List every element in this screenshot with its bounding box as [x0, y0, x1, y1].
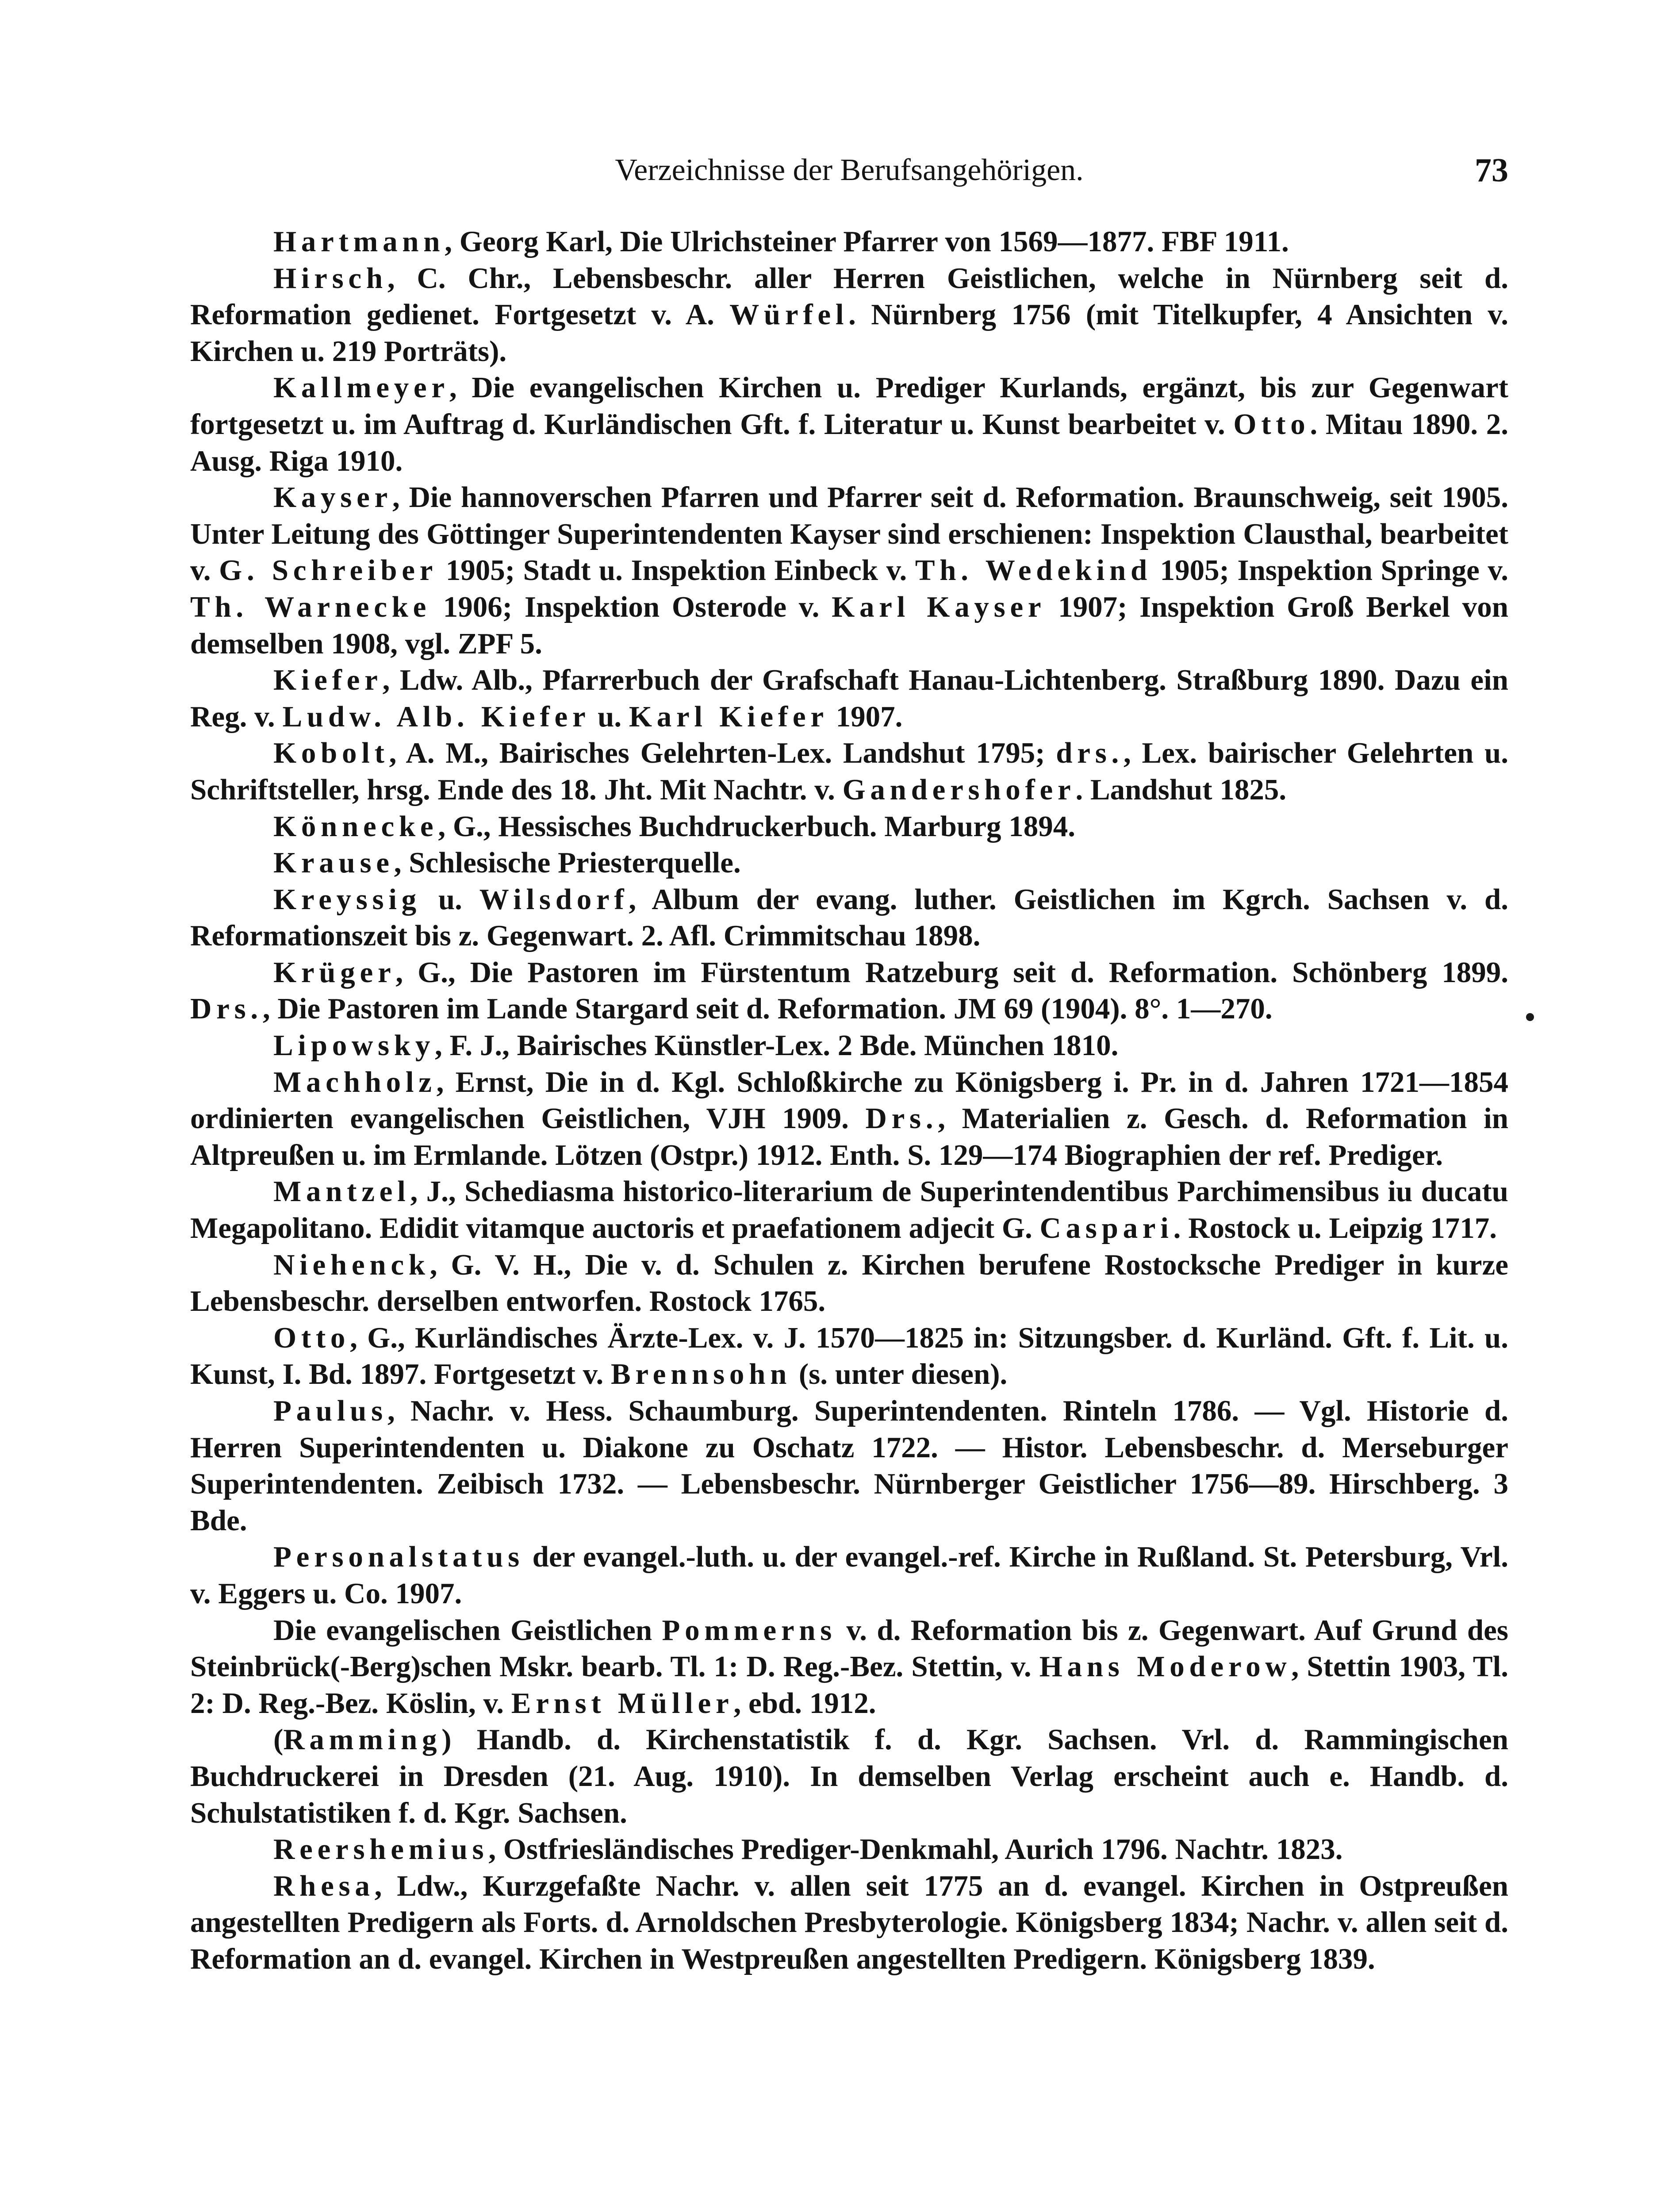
spaced-name: Kallmeyer	[273, 371, 449, 404]
entry-text: . Landshut 1825.	[1075, 773, 1287, 806]
spaced-name: Otto	[1233, 407, 1310, 441]
entry-text: , Album der evang. luther. Geistlichen im Kgrch. Sachsen v. d. Reformationszeit bis z. Gegenwart. 2. Afl. Crimmitschau 1898.	[190, 883, 1509, 952]
spaced-name: drs.	[1056, 737, 1124, 770]
spaced-name: Würfel	[729, 298, 849, 331]
entry-text: , Die evangelischen Kirchen u. Prediger Kurlands, ergänzt, bis zur Gegenwart fortgesetzt u. im Auftrag d. Kurländischen Gft. f. Literatur u. Kunst bearbeitet v.	[190, 371, 1508, 441]
spaced-name: Hartmann	[273, 225, 445, 258]
entry-text: . Mitau 1890. 2. Ausg. Riga 1910.	[190, 407, 1508, 477]
bibliography-entry	[190, 1173, 1508, 1246]
bibliography-entry	[190, 1612, 1508, 1722]
entry-text: , Ostfriesländisches Prediger-Denkmahl, Aurich 1796. Nachtr. 1823.	[488, 1833, 1343, 1866]
bibliography-entry	[190, 1320, 1508, 1393]
spaced-name: Personalstatus	[273, 1540, 524, 1574]
bibliography-list	[190, 223, 1508, 1978]
spaced-name: Kiefer	[273, 664, 383, 697]
entry-text: , Georg Karl, Die Ulrichsteiner Pfarrer von 1569—1877. FBF 1911.	[445, 225, 1289, 258]
bibliography-entry	[190, 223, 1508, 260]
spaced-name: Kreyssig	[273, 883, 421, 916]
entry-text: , Die hannoverschen Pfarren und Pfarrer seit d. Reformation. Braunschweig, seit 1905. Unter Leitung des Göttinger Superintendenten Kayser sind erschienen: Inspektion Clausthal, bearbeitet v.	[190, 481, 1508, 587]
entry-text: , Ldw., Kurzgefaßte Nachr. v. allen seit 1775 an d. evangel. Kirchen in Ostpreußen angestellten Predigern als Forts. d. Arnoldschen Presbyterologie. Königsberg 1834; Nachr. v. allen seit d. Reformation an d. evangel. Kirchen in Westpreußen angestellten Predigern. Königsberg 1839.	[190, 1869, 1508, 1975]
spaced-name: Könnecke	[273, 810, 438, 843]
spaced-name: Krause	[273, 846, 394, 879]
spaced-name: Ludw. Alb. Kiefer	[282, 700, 591, 733]
spaced-name: Reershemius	[273, 1833, 489, 1866]
bibliography-entry	[190, 1027, 1508, 1064]
entry-text: , Schlesische Priesterquelle.	[394, 846, 741, 879]
spaced-name: Niehenck	[273, 1248, 430, 1281]
entry-text: . Rostock u. Leipzig 1717.	[1173, 1212, 1497, 1245]
spaced-name: Ernst Müller	[511, 1686, 734, 1720]
spaced-name: Mantzel	[273, 1175, 410, 1208]
entry-text: (s. unter diesen).	[791, 1358, 1008, 1391]
ink-speck	[1526, 1013, 1534, 1021]
bibliography-entry	[190, 1247, 1508, 1320]
spaced-name: Th. Wedekind	[915, 554, 1152, 587]
entry-text: , Nachr. v. Hess. Schaumburg. Superintendenten. Rinteln 1786. — Vgl. Historie d. Herren Superintendenten u. Diakone zu Oschatz 1722. — Histor. Lebensbeschr. d. Merseburger Superintendenten. Zeibisch 1732. — Lebensbeschr. Nürnberger Geistlicher 1756—89. Hirschberg. 3 Bde.	[190, 1394, 1508, 1537]
entry-text: (	[273, 1723, 284, 1756]
spaced-name: Kayser	[273, 481, 392, 514]
entry-text: , Lex. bairischer Gelehrten u. Schriftsteller, hrsg. Ende des 18. Jht. Mit Nachtr. v.	[190, 737, 1508, 806]
bibliography-entry	[190, 1831, 1508, 1868]
spaced-name: Ramming	[283, 1723, 442, 1756]
spaced-name: Pommerns	[662, 1613, 837, 1647]
entry-text: , Ernst, Die in d. Kgl. Schloßkirche zu Königsberg i. Pr. in d. Jahren 1721—1854 ordinierten evangelischen Geistlichen, VJH 1909.	[190, 1065, 1508, 1135]
spaced-name: Drs.	[865, 1102, 938, 1135]
entry-text: , Ldw. Alb., Pfarrerbuch der Grafschaft Hanau-Lichtenberg. Straßburg 1890. Dazu ein Reg. v.	[190, 664, 1508, 733]
entry-text: v. d. Reformation bis z. Gegenwart. Auf Grund des Steinbrück(-Berg)schen Mskr. bearb. Tl. 1: D. Reg.-Bez. Stettin, v.	[190, 1613, 1508, 1683]
entry-text: 1906; Inspektion Osterode v.	[431, 590, 832, 623]
bibliography-entry	[190, 662, 1508, 735]
bibliography-entry	[190, 1064, 1508, 1174]
spaced-name: Karl Kayser	[832, 590, 1046, 623]
bibliography-entry	[190, 1868, 1508, 1978]
page-number: 73	[1475, 152, 1508, 189]
entry-text: 1907; Inspektion Groß Berkel von demselben 1908, vgl. ZPF 5.	[190, 590, 1508, 660]
spaced-name: Kobolt	[273, 737, 389, 770]
entry-text: u.	[421, 883, 479, 916]
spaced-name: Machholz	[273, 1065, 437, 1098]
entry-text: Die evangelischen Geistlichen	[273, 1613, 662, 1647]
entry-text: der evangel.-luth. u. der evangel.-ref. Kirche in Rußland. St. Petersburg, Vrl. v. Eggers u. Co. 1907.	[190, 1540, 1508, 1610]
spaced-name: Paulus	[273, 1394, 387, 1427]
bibliography-entry	[190, 1721, 1508, 1831]
entry-text: , A. M., Bairisches Gelehrten-Lex. Landshut 1795;	[389, 737, 1056, 770]
spaced-name: Gandershofer	[842, 773, 1076, 806]
entry-text: ) Handb. d. Kirchenstatistik f. d. Kgr. Sachsen. Vrl. d. Rammingischen Buchdruckerei in Dresden (21. Aug. 1910). In demselben Verlag erscheint auch e. Handb. d. Schulstatistiken f. d. Kgr. Sachsen.	[190, 1723, 1508, 1829]
bibliography-entry	[190, 1393, 1508, 1539]
entry-text: , Die Pastoren im Lande Stargard seit d. Reformation. JM 69 (1904). 8°. 1—270.	[262, 992, 1273, 1025]
bibliography-entry	[190, 369, 1508, 479]
bibliography-entry	[190, 260, 1508, 370]
spaced-name: Lipowsky	[273, 1029, 435, 1062]
spaced-name: G. Schreiber	[219, 554, 438, 587]
spaced-name: Hirsch	[273, 261, 387, 295]
spaced-name: Rhesa	[273, 1869, 375, 1902]
entry-text: , ebd. 1912.	[733, 1686, 876, 1720]
bibliography-entry	[190, 954, 1508, 1027]
entry-text: , F. J., Bairisches Künstler-Lex. 2 Bde. München 1810.	[435, 1029, 1119, 1062]
bibliography-entry	[190, 479, 1508, 662]
entry-text: 1905; Inspektion Springe v.	[1152, 554, 1509, 587]
entry-text: 1907.	[828, 700, 903, 733]
bibliography-entry	[190, 1539, 1508, 1612]
entry-text: 1905; Stadt u. Inspektion Einbeck v.	[437, 554, 915, 587]
spaced-name: Karl Kiefer	[629, 700, 828, 733]
spaced-name: Otto	[273, 1321, 350, 1354]
running-head	[190, 146, 1508, 195]
spaced-name: Caspari	[1039, 1212, 1173, 1245]
entry-text: , G., Hessisches Buchdruckerbuch. Marburg 1894.	[438, 810, 1075, 843]
spaced-name: Brennsohn	[611, 1358, 792, 1391]
bibliography-entry	[190, 881, 1508, 954]
spaced-name: Wilsdorf	[479, 883, 629, 916]
bibliography-entry	[190, 735, 1508, 808]
bibliography-entry	[190, 808, 1508, 845]
running-title: Verzeichnisse der Berufsangehörigen.	[615, 153, 1084, 187]
spaced-name: Drs.	[190, 992, 263, 1025]
entry-text: , Materialien z. Gesch. d. Reformation in Altpreußen u. im Ermlande. Lötzen (Ostpr.) 1912. Enth. S. 129—174 Biographien der ref. Prediger.	[190, 1102, 1508, 1171]
entry-text: , G., Die Pastoren im Fürstentum Ratzeburg seit d. Reformation. Schönberg 1899.	[395, 956, 1508, 989]
entry-text: , G., Kurländisches Ärzte-Lex. v. J. 1570—1825 in: Sitzungsber. d. Kurländ. Gft. f. Lit. u. Kunst, I. Bd. 1897. Fortgesetzt v.	[190, 1321, 1508, 1391]
bibliography-entry	[190, 845, 1508, 881]
entry-text: , C. Chr., Lebensbeschr. aller Herren Geistlichen, welche in Nürnberg seit d. Reformation gedienet. Fortgesetzt v. A.	[190, 261, 1508, 331]
entry-text: , G. V. H., Die v. d. Schulen z. Kirchen berufene Rostocksche Prediger in kurze Lebensbeschr. derselben entworfen. Rostock 1765.	[190, 1248, 1508, 1318]
spaced-name: Th. Warnecke	[190, 590, 431, 623]
entry-text: u.	[590, 700, 629, 733]
spaced-name: Hans Moderow	[1039, 1650, 1292, 1683]
spaced-name: Krüger	[273, 956, 396, 989]
entry-text: , J., Schediasma historico-literarium de Superintendentibus Parchimensibus iu ducatu Megapolitano. Edidit vitamque auctoris et praefationem adjecit G.	[190, 1175, 1508, 1245]
entry-text: . Nürnberg 1756 (mit Titelkupfer, 4 Ansichten v. Kirchen u. 219 Porträts).	[190, 298, 1508, 368]
entry-text: , Stettin 1903, Tl. 2: D. Reg.-Bez. Köslin, v.	[190, 1650, 1508, 1720]
